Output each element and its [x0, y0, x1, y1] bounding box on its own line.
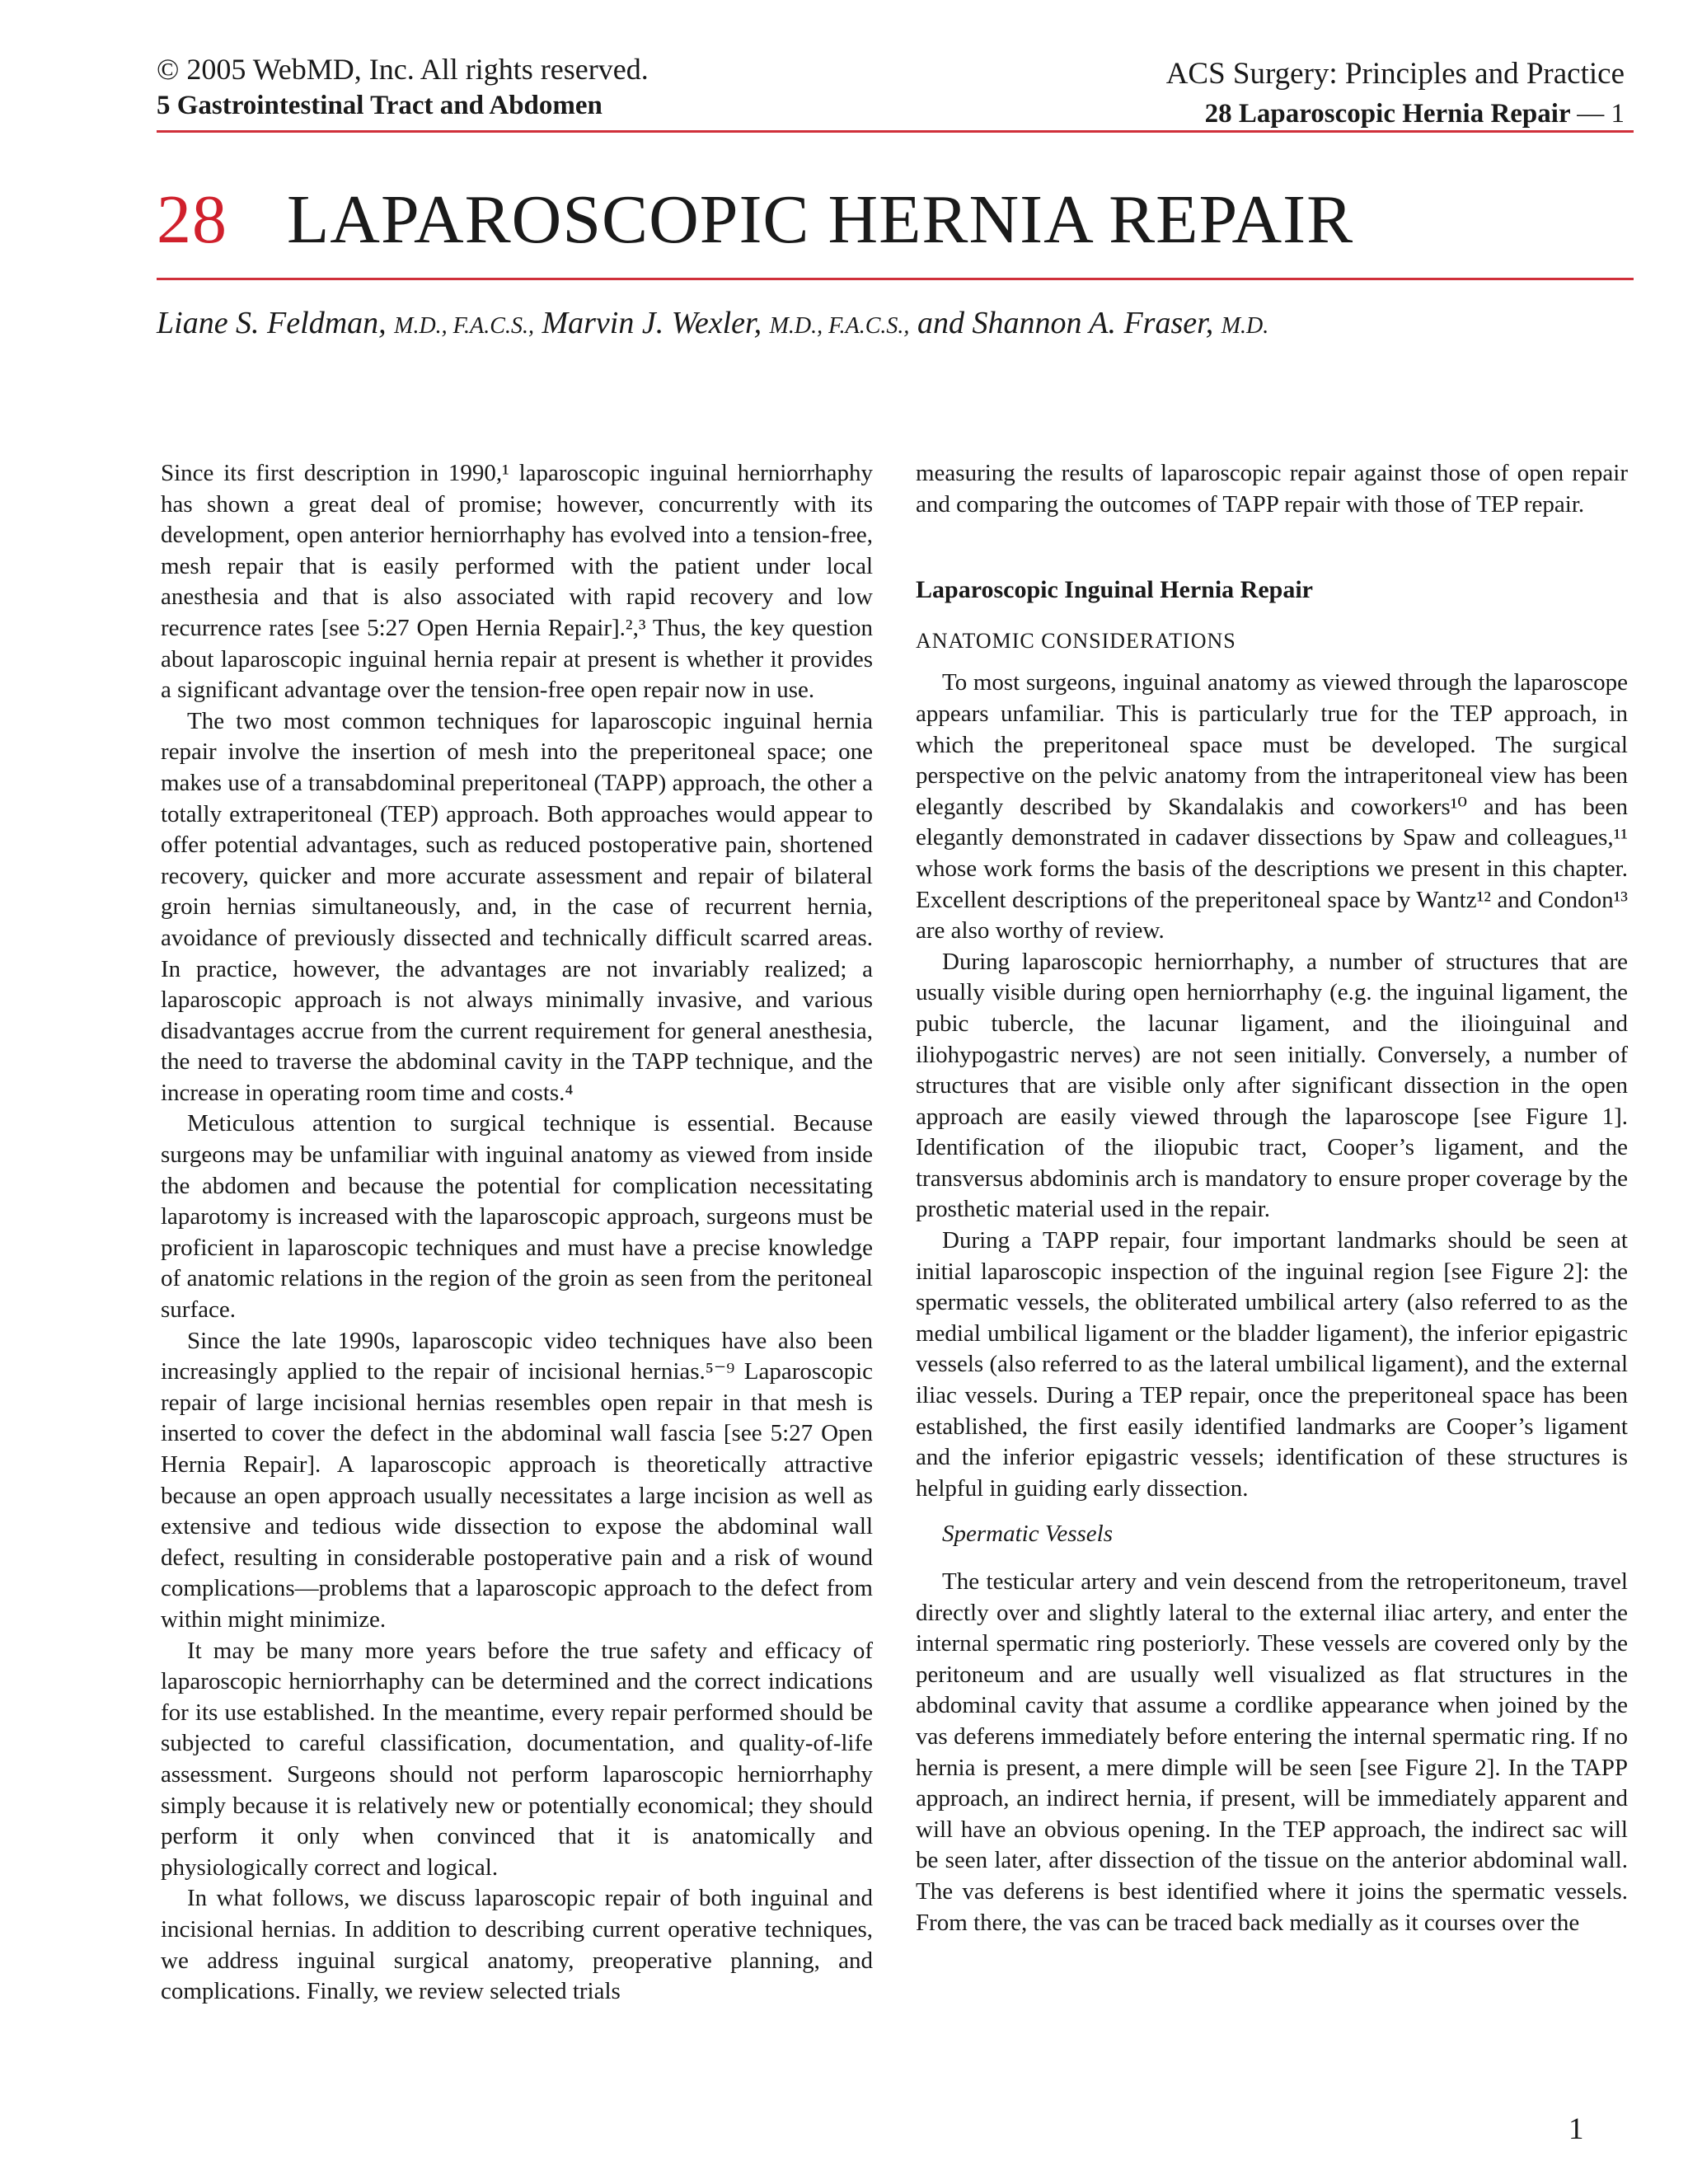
author-name: and Shannon A. Fraser,: [917, 306, 1214, 340]
running-header-left: [157, 51, 649, 124]
paragraph: It may be many more years before the true safety and efficacy of laparoscopic herniorrhaphy can be determined and the correct indications for its use established. In the meantime, every repair performed should be subjected to careful classification, documentation, and quality-of-life assessment. Surgeons should not perform laparoscopic herniorrhaphy simply because it is relatively new or potentially economical; they should perform it only when convinced that it is anatomically and physiologically correct and logical.: [161, 1637, 873, 1881]
paragraph: In what follows, we discuss laparoscopic repair of both inguinal and incisional hernias. In addition to describing current operative techniques, we address inguinal surgical anatomy, preoperative planning, and complications. Finally, we review selected trials: [161, 1885, 873, 2005]
paragraph: The testicular artery and vein descend from the retroperitoneum, travel directly over and slightly lateral to the external iliac artery, and enter the internal spermatic ring posteriorly. These vessels are covered only by the peritoneum and are usually well visualized as flat structures in the abdominal cavity that assume a cordlike appearance when joined by the vas deferens immediately before entering the internal spermatic ring. If no hernia is present, a mere dimple will be seen [see Figure 2]. In the TAPP approach, an indirect hernia, if present, will be immediately apparent and will have an obvious opening. In the TEP approach, the indirect sac will be seen later, after dissection of the tissue on the anterior abdominal wall. The vas deferens is best identified where it joins the spermatic vessels. From there, the vas can be traced back medially as it courses over the: [916, 1568, 1628, 1936]
author-line: [157, 305, 1268, 341]
paragraph: Since its first description in 1990,¹ laparoscopic inguinal herniorrhaphy has shown a great deal of promise; however, concurrently with its development, open anterior herniorrhaphy has evolved into a tension-free, mesh repair that is easily performed with the patient under local anesthesia and that is also associated with rapid recovery and low recurrence rates [see 5:27 Open Hernia Repair].²,³ Thus, the key question about laparoscopic inguinal hernia repair at present is whether it provides a significant advantage over the tension-free open repair now in use.: [161, 460, 873, 704]
author-credentials: M.D., F.A.C.S.,: [769, 313, 910, 339]
book-title: ACS Surgery: Principles and Practice: [1165, 57, 1625, 91]
author-credentials: M.D., F.A.C.S.,: [394, 313, 534, 339]
chapter-title: [157, 175, 1353, 265]
left-column: [161, 458, 873, 2008]
paragraph: To most surgeons, inguinal anatomy as viewed through the laparoscope appears unfamiliar. This is particularly true for the TEP approach, in which the preperitoneal space must be developed. The surgical perspective on the pelvic anatomy from the intraperitoneal view has been elegantly described by Skandalakis and coworkers¹⁰ and has been elegantly demonstrated in cadaver dissections by Spaw and colleagues,¹¹ whose work forms the basis of the descriptions we present in this chapter. Excellent descriptions of the preperitoneal space by Wantz¹² and Condon¹³ are also worthy of review.: [916, 669, 1628, 944]
copyright-line: © 2005 WebMD, Inc. All rights reserved.: [157, 53, 649, 86]
paragraph: Since the late 1990s, laparoscopic video techniques have also been increasingly applied to the repair of incisional hernias.⁵⁻⁹ Laparoscopic repair of large incisional hernias resembles open repair in that mesh is inserted to cover the defect in the abdominal wall fascia [see 5:27 Open Hernia Repair]. A laparoscopic approach is theoretically attractive because an open approach usually necessitates a large incision as well as extensive and tedious wide dissection to expose the abdominal wall defect, resulting in considerable postoperative pain and a risk of wound complications—problems that a laparoscopic approach to the defect from within might minimize.: [161, 1327, 873, 1633]
subsubsection-heading: Spermatic Vessels: [942, 1521, 1113, 1548]
chapter-running-title: 28 Laparoscopic Hernia Repair: [1204, 99, 1570, 129]
author-name: Marvin J. Wexler,: [542, 306, 762, 340]
paragraph: During laparoscopic herniorrhaphy, a number of structures that are usually visible during open herniorrhaphy (e.g. the inguinal ligament, the pubic tubercle, the lacunar ligament, and the ilioinguinal and iliohypogastric nerves) are not seen initially. Conversely, a number of structures that are visible only after significant dissection in the open approach are easily viewed through the laparoscope [see Figure 1]. Identification of the iliopubic tract, Cooper’s ligament, and the transversus abdominis arch is mandatory to ensure proper coverage by the prosthetic material used in the repair.: [916, 948, 1628, 1223]
running-header-right: [1166, 54, 1625, 134]
author-name: Liane S. Feldman,: [157, 306, 387, 340]
header-rule: [157, 130, 1634, 133]
title-rule: [157, 278, 1634, 280]
section-heading: Laparoscopic Inguinal Hernia Repair: [916, 576, 1313, 604]
section-line: 5 Gastrointestinal Tract and Abdomen: [157, 91, 603, 120]
running-page-number: — 1: [1577, 99, 1625, 129]
chapter-number: 28: [157, 181, 227, 258]
page-number: 1: [1568, 2112, 1584, 2146]
paragraph: measuring the results of laparoscopic repair against those of open repair and comparing the outcomes of TAPP repair with those of TEP repair.: [916, 460, 1628, 518]
paragraph: During a TAPP repair, four important landmarks should be seen at initial laparoscopic inspection of the inguinal region [see Figure 2]: the spermatic vessels, the obliterated umbilical artery (also referred to as the medial umbilical ligament or the bladder ligament), the inferior epigastric vessels (also referred to as the lateral umbilical ligament), and the external iliac vessels. During a TEP repair, once the preperitoneal space has been established, the first easily identified landmarks are Cooper’s ligament and the inferior epigastric vessels; identification of these structures is helpful in guiding early dissection.: [916, 1227, 1628, 1502]
subsection-heading: ANATOMIC CONSIDERATIONS: [916, 628, 1236, 653]
author-credentials: M.D.: [1221, 313, 1269, 339]
paragraph: Meticulous attention to surgical technique is essential. Because surgeons may be unfamiliar with inguinal anatomy as viewed from inside the abdomen and because the potential for complication necessitating laparotomy is increased with the laparoscopic approach, surgeons must be proficient in laparoscopic techniques and must have a precise knowledge of anatomic relations in the region of the groin as seen from the peritoneal surface.: [161, 1110, 873, 1324]
chapter-title-text: LAPAROSCOPIC HERNIA REPAIR: [287, 181, 1354, 258]
chapter-running-line: [1166, 94, 1625, 134]
right-column: [916, 458, 1628, 1938]
paragraph: The two most common techniques for laparoscopic inguinal hernia repair involve the insertion of mesh into the preperitoneal space; one makes use of a transabdominal preperitoneal (TAPP) approach, the other a totally extraperitoneal (TEP) approach. Both approaches would appear to offer potential advantages, such as reduced postoperative pain, shortened recovery, quicker and more accurate assessment and repair of bilateral groin hernias simultaneously, and, in the case of recurrent hernia, avoidance of previously dissected and technically difficult scarred areas. In practice, however, the advantages are not invariably realized; a laparoscopic approach is not always minimally invasive, and various disadvantages accrue from the current requirement for general anesthesia, the need to traverse the abdominal cavity in the TAPP technique, and the increase in operating room time and costs.⁴: [161, 707, 873, 1106]
